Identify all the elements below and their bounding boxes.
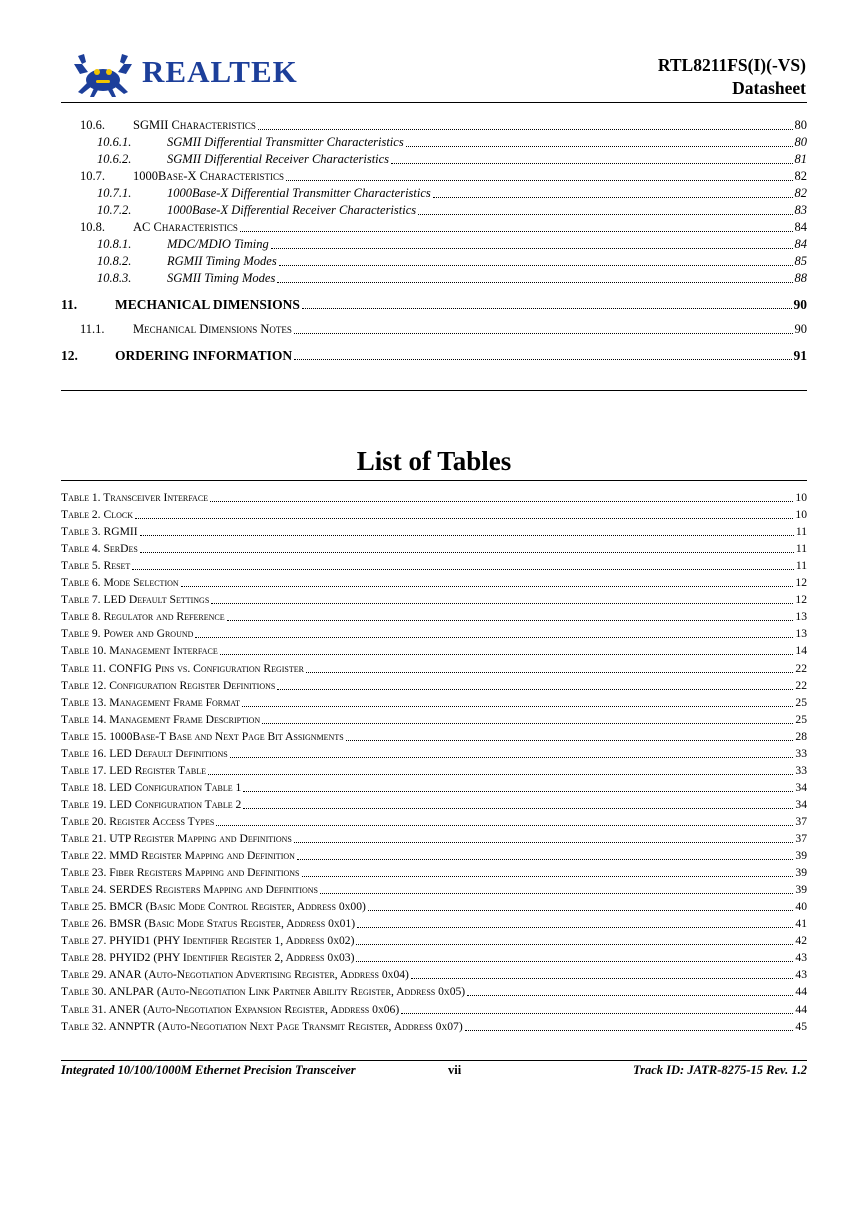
toc-entry-page: 82: [794, 186, 807, 200]
toc-entry-number: 11.1.: [80, 322, 105, 336]
toc-entry[interactable]: [0, 270, 868, 287]
table-list-entry[interactable]: [0, 490, 868, 506]
toc-entry-page: 90: [794, 322, 807, 336]
table-list-entry[interactable]: [0, 967, 868, 983]
table-list-entry[interactable]: [0, 797, 868, 813]
toc-entry[interactable]: [0, 219, 868, 236]
dot-leader: [294, 842, 793, 843]
dot-leader: [230, 757, 793, 758]
crab-logo-icon: [72, 52, 134, 98]
table-list-entry[interactable]: [0, 950, 868, 966]
table-entry-page: 12: [795, 593, 807, 607]
table-list-entry[interactable]: [0, 558, 868, 574]
toc-entry[interactable]: [0, 202, 868, 219]
toc-entry[interactable]: [0, 296, 868, 313]
footer-page-number: vii: [448, 1063, 462, 1077]
toc-entry[interactable]: [0, 321, 868, 338]
table-entry-title: Table 7. LED Default Settings: [61, 593, 210, 607]
dot-leader: [320, 893, 793, 894]
toc-entry[interactable]: [0, 347, 868, 364]
dot-leader: [243, 791, 793, 792]
toc-entry-page: 83: [794, 203, 807, 217]
table-entry-title: Table 4. SerDes: [61, 542, 138, 556]
dot-leader: [240, 231, 793, 232]
toc-entry-title: 1000Base-X Differential Receiver Characteristics: [167, 203, 417, 217]
dot-leader: [357, 927, 793, 928]
table-entry-page: 12: [795, 576, 807, 590]
dot-leader: [286, 180, 793, 181]
toc-entry-title: SGMII Characteristics: [133, 118, 256, 132]
dot-leader: [406, 146, 793, 147]
toc-entry-title: MECHANICAL DIMENSIONS: [115, 297, 300, 312]
dot-leader: [227, 620, 793, 621]
doc-title: RTL8211FS(I)(-VS): [657, 55, 806, 75]
table-entry-title: Table 8. Regulator and Reference: [61, 610, 225, 624]
toc-entry-page: 91: [793, 348, 807, 363]
dot-leader: [140, 535, 794, 536]
table-entry-title: Table 17. LED Register Table: [61, 763, 206, 777]
dot-leader: [243, 808, 793, 809]
table-entry-title: Table 15. 1000Base-T Base and Next Page Bit Assignments: [61, 729, 344, 743]
table-entry-title: Table 28. PHYID2 (PHY Identifier Register 2, Address 0x03): [61, 951, 355, 965]
dot-leader: [356, 961, 793, 962]
table-list-entry[interactable]: [0, 541, 868, 557]
footer-rule: [61, 1060, 807, 1061]
toc-entry-title: RGMII Timing Modes: [167, 254, 277, 268]
table-entry-title: Table 9. Power and Ground: [61, 627, 194, 641]
dot-leader: [258, 129, 793, 130]
table-entry-page: 44: [795, 985, 807, 999]
toc-entry-title: SGMII Differential Transmitter Characteristics: [167, 135, 404, 149]
toc-entry-title: 1000Base-X Characteristics: [133, 169, 284, 183]
list-of-tables-heading: List of Tables: [356, 446, 512, 476]
table-list-entry[interactable]: [0, 575, 868, 591]
table-entry-page: 40: [795, 900, 807, 914]
table-entry-page: 33: [795, 763, 807, 777]
toc-entry-title: AC Characteristics: [133, 220, 238, 234]
toc-entry-number: 12.: [61, 348, 78, 363]
table-list-entry[interactable]: [0, 916, 868, 932]
toc-entry[interactable]: [0, 185, 868, 202]
dot-leader: [368, 910, 793, 911]
toc-entry-title: SGMII Timing Modes: [167, 271, 276, 285]
dot-leader: [294, 333, 793, 334]
toc-entry-number: 10.7.2.: [97, 203, 132, 217]
table-entry-title: Table 32. ANNPTR (Auto-Negotiation Next Page Transmit Register, Address 0x07): [61, 1019, 463, 1033]
table-list-entry[interactable]: [0, 661, 868, 677]
toc-entry-page: 85: [794, 254, 807, 268]
dot-leader: [411, 978, 793, 979]
toc-entry-number: 10.8.: [80, 220, 105, 234]
table-entry-page: 43: [795, 968, 807, 982]
table-entry-title: Table 16. LED Default Definitions: [61, 746, 228, 760]
table-entry-title: Table 2. Clock: [61, 508, 133, 522]
dot-leader: [418, 214, 793, 215]
table-list-entry[interactable]: [0, 746, 868, 762]
dot-leader: [279, 265, 793, 266]
toc-entry[interactable]: [0, 168, 868, 185]
dot-leader: [433, 197, 793, 198]
table-entry-title: Table 13. Management Frame Format: [61, 695, 241, 709]
toc-entry-page: 84: [794, 220, 807, 234]
table-entry-title: Table 24. SERDES Registers Mapping and Definitions: [61, 883, 318, 897]
toc-entry-page: 80: [794, 118, 807, 132]
table-list-entry[interactable]: [0, 626, 868, 642]
table-entry-page: 37: [795, 832, 807, 845]
table-entry-title: Table 22. MMD Register Mapping and Definition: [61, 849, 295, 863]
dot-leader: [302, 876, 793, 877]
table-entry-title: Table 3. RGMII: [61, 525, 138, 539]
header-rule: [61, 102, 807, 103]
dot-leader: [465, 1030, 793, 1031]
table-entry-page: 39: [795, 883, 807, 897]
table-entry-title: Table 30. ANLPAR (Auto-Negotiation Link Partner Ability Register, Address 0x05): [61, 985, 466, 999]
toc-entry-number: 10.7.1.: [97, 186, 132, 200]
table-list-entry[interactable]: [0, 695, 868, 711]
toc-entry-number: 10.6.: [80, 118, 105, 132]
dot-leader: [135, 518, 793, 519]
toc-entry-number: 11.: [61, 297, 78, 312]
table-list-entry[interactable]: [0, 609, 868, 625]
toc-entry[interactable]: [0, 151, 868, 168]
table-entry-page: 45: [795, 1019, 807, 1033]
table-list-entry[interactable]: [0, 984, 868, 1000]
table-entry-title: Table 10. Management Interface: [61, 644, 218, 658]
table-entry-title: Table 29. ANAR (Auto-Negotiation Advertising Register, Address 0x04): [61, 968, 409, 982]
toc-entry-number: 10.8.2.: [97, 254, 132, 268]
toc-entry-title: 1000Base-X Differential Transmitter Characteristics: [167, 186, 431, 200]
dot-leader: [277, 282, 793, 283]
table-list-entry[interactable]: [0, 729, 868, 745]
table-entry-page: 13: [795, 627, 807, 641]
table-entry-page: 33: [795, 746, 807, 760]
toc-entry-number: 10.8.3.: [97, 271, 132, 285]
footer-track-id: Track ID: JATR-8275-15 Rev. 1.2: [632, 1063, 807, 1077]
dot-leader: [216, 825, 793, 826]
table-entry-page: 43: [795, 951, 807, 965]
dot-leader: [208, 774, 793, 775]
document-id: [658, 54, 806, 100]
table-list-entry[interactable]: [0, 831, 868, 847]
table-list-entry[interactable]: [0, 814, 868, 830]
table-entry-page: 25: [795, 712, 807, 726]
table-entry-title: Table 25. BMCR (Basic Mode Control Register, Address 0x00): [61, 900, 366, 914]
dot-leader: [210, 501, 793, 502]
table-list-entry[interactable]: [0, 865, 868, 881]
dot-leader: [195, 637, 793, 638]
table-entry-page: 22: [795, 678, 807, 692]
table-entry-title: Table 14. Management Frame Description: [61, 712, 261, 726]
dot-leader: [356, 944, 793, 945]
toc-entry-number: 10.6.1.: [97, 135, 132, 149]
toc-entry-number: 10.8.1.: [97, 237, 132, 251]
table-list-entry[interactable]: [0, 1019, 868, 1035]
table-list-entry[interactable]: [0, 933, 868, 949]
dot-leader: [346, 740, 793, 741]
toc-entry-title: MDC/MDIO Timing: [167, 237, 269, 251]
dot-leader: [391, 163, 793, 164]
table-list-entry[interactable]: [0, 712, 868, 728]
table-entry-page: 41: [795, 917, 807, 931]
table-list-entry[interactable]: [0, 592, 868, 608]
dot-leader: [140, 552, 794, 553]
table-entry-title: Table 21. UTP Register Mapping and Definitions: [61, 832, 292, 845]
table-entry-title: Table 19. LED Configuration Table 2: [61, 797, 242, 811]
toc-entry-number: 10.6.2.: [97, 152, 132, 166]
dot-leader: [302, 308, 792, 309]
table-entry-page: 22: [795, 661, 807, 675]
toc-entry-page: 90: [793, 297, 807, 312]
dot-leader: [401, 1013, 793, 1014]
toc-entry-title: SGMII Differential Receiver Characteristics: [167, 152, 390, 166]
dot-leader: [294, 359, 792, 360]
table-entry-page: 13: [795, 610, 807, 624]
dot-leader: [306, 672, 793, 673]
toc-entry-number: 10.7.: [80, 169, 105, 183]
table-entry-page: 42: [795, 934, 807, 948]
table-list-entry[interactable]: [0, 643, 868, 659]
table-entry-title: Table 27. PHYID1 (PHY Identifier Register 1, Address 0x02): [61, 934, 355, 948]
table-list-entry[interactable]: [0, 524, 868, 540]
dot-leader: [262, 723, 793, 724]
table-entry-page: 11: [795, 525, 807, 539]
table-entry-page: 28: [795, 729, 807, 743]
toc-entry-title: ORDERING INFORMATION: [115, 348, 293, 363]
toc-entry-page: 82: [794, 169, 807, 183]
toc-entry[interactable]: [0, 236, 868, 253]
table-entry-page: 34: [795, 780, 807, 794]
table-list-entry[interactable]: [0, 882, 868, 898]
toc-end-rule: [61, 390, 807, 391]
table-entry-title: Table 18. LED Configuration Table 1: [61, 780, 242, 794]
table-entry-title: Table 6. Mode Selection: [61, 576, 179, 590]
logo-text: REALTEK: [142, 54, 298, 89]
dot-leader: [220, 654, 793, 655]
dot-leader: [242, 706, 793, 707]
table-entry-title: Table 5. Reset: [61, 559, 131, 573]
table-entry-page: 34: [795, 797, 807, 811]
toc-entry[interactable]: [0, 117, 868, 134]
realtek-logo: [72, 52, 302, 98]
dot-leader: [297, 859, 793, 860]
table-entry-page: 10: [795, 508, 807, 522]
table-entry-title: Table 11. CONFIG Pins vs. Configuration Register: [61, 661, 304, 675]
table-entry-title: Table 26. BMSR (Basic Mode Status Register, Address 0x01): [61, 917, 356, 931]
dot-leader: [132, 569, 794, 570]
dot-leader: [467, 995, 793, 996]
dot-leader: [271, 248, 793, 249]
footer-product: Integrated 10/100/1000M Ethernet Precision Transceiver: [61, 1063, 356, 1077]
table-entry-title: Table 12. Configuration Register Definitions: [61, 678, 276, 692]
table-entry-page: 10: [795, 491, 807, 504]
table-list-entry[interactable]: [0, 780, 868, 796]
dot-leader: [277, 689, 793, 690]
table-list-entry[interactable]: [0, 507, 868, 523]
table-entry-page: 39: [795, 849, 807, 863]
table-entry-page: 11: [795, 542, 807, 556]
toc-entry[interactable]: [0, 253, 868, 270]
table-entry-title: Table 20. Register Access Types: [61, 814, 215, 828]
table-entry-title: Table 23. Fiber Registers Mapping and Definitions: [61, 866, 300, 880]
table-list-entry[interactable]: [0, 848, 868, 864]
table-entry-title: Table 1. Transceiver Interface: [61, 491, 209, 504]
table-list-entry[interactable]: [0, 899, 868, 915]
dot-leader: [211, 603, 793, 604]
table-entry-page: 11: [795, 559, 807, 573]
table-entry-title: Table 31. ANER (Auto-Negotiation Expansion Register, Address 0x06): [61, 1002, 400, 1016]
doc-type: Datasheet: [732, 78, 806, 98]
table-entry-page: 37: [795, 814, 807, 828]
toc-entry-page: 80: [794, 135, 807, 149]
table-list-entry[interactable]: [0, 763, 868, 779]
list-heading-rule: [61, 480, 807, 481]
table-list-entry[interactable]: [0, 1002, 868, 1018]
table-list-entry[interactable]: [0, 678, 868, 694]
toc-entry[interactable]: [0, 134, 868, 151]
table-entry-page: 39: [795, 866, 807, 880]
toc-entry-page: 88: [794, 271, 807, 285]
dot-leader: [181, 586, 793, 587]
toc-entry-page: 84: [794, 237, 807, 251]
table-entry-page: 44: [795, 1002, 807, 1016]
table-entry-page: 14: [795, 644, 807, 658]
toc-entry-page: 81: [794, 152, 807, 166]
toc-entry-title: Mechanical Dimensions Notes: [133, 322, 292, 336]
table-entry-page: 25: [795, 695, 807, 709]
